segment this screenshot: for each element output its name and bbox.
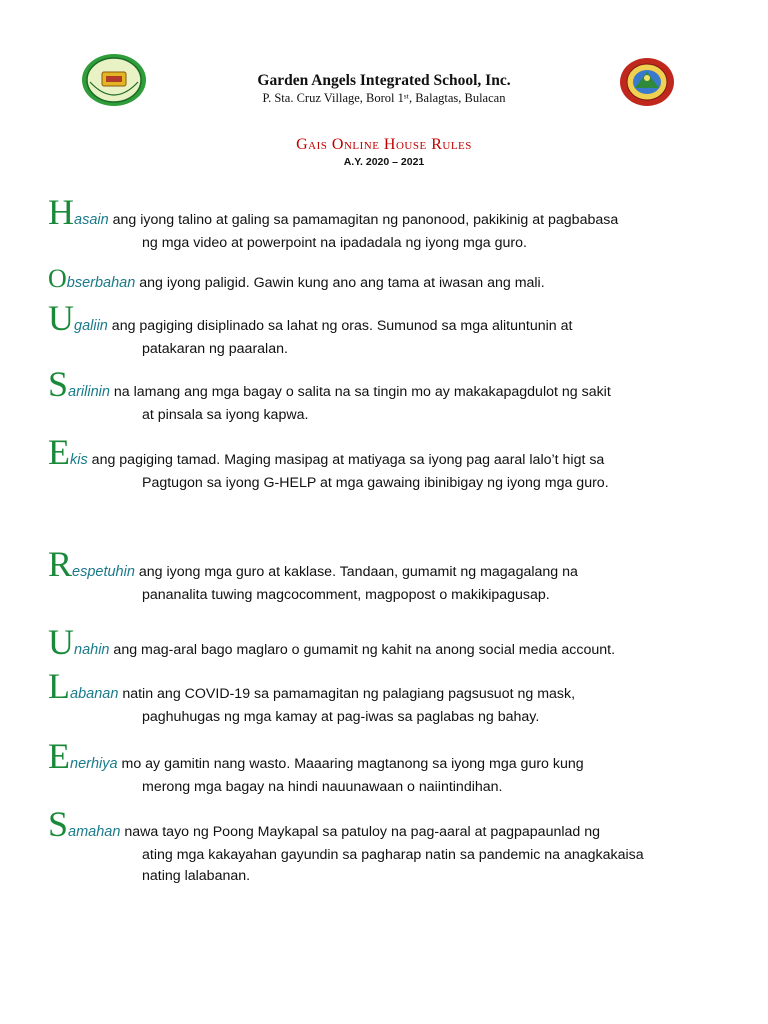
rule-continuation: paghuhugas ng mga kamay at pag-iwas sa paglabas ng bahay. <box>142 709 540 725</box>
rule-continuation: Pagtugon sa iyong G-HELP at mga gawaing ibinibigay ng iyong mga guro. <box>142 475 609 491</box>
rule-continuation: patakaran ng paaralan. <box>142 341 288 357</box>
rule-o <box>48 266 728 294</box>
rule-text: nawa tayo ng Poong Maykapal sa patuloy na pag-aaral at pagpapaunlad ng <box>120 824 601 840</box>
rule-text: natin ang COVID-19 sa pamamagitan ng palagiang pagsusuot ng mask, <box>118 686 576 702</box>
rule-s2 <box>48 806 728 887</box>
rule-continuation: merong mga bagay na hindi nauunawaan o naiintindihan. <box>142 779 503 795</box>
document-title: Gais Online House Rules <box>296 136 472 153</box>
school-address: P. Sta. Cruz Village, Borol 1ˢᵗ, Balagtas, Bulacan <box>262 91 506 105</box>
rule-continuation: ating mga kakayahan gayundin sa pagharap natin sa pandemic na anagkakaisa <box>142 847 644 863</box>
rule-u <box>48 300 728 360</box>
rule-text: na lamang ang mga bagay o salita na sa tingin mo ay makakapagdulot ng sakit <box>109 384 611 400</box>
rule-keyword: galiin <box>74 318 108 334</box>
rule-initial: S <box>48 364 69 404</box>
rule-e2 <box>48 738 728 798</box>
rule-keyword: espetuhin <box>72 564 135 580</box>
rule-continuation: nating lalabanan. <box>142 868 251 884</box>
rule-l <box>48 668 728 728</box>
rule-initial: E <box>48 432 70 472</box>
rule-text: ang pagiging disiplinado sa lahat ng oras. Sumunod sa mga alituntunin at <box>107 318 573 334</box>
rule-initial: R <box>48 544 73 584</box>
rule-initial: U <box>48 622 74 662</box>
rule-keyword: kis <box>70 452 88 468</box>
academic-year: A.Y. 2020 – 2021 <box>343 156 425 168</box>
rule-text: ang iyong paligid. Gawin kung ano ang tama at iwasan ang mali. <box>135 275 545 291</box>
rule-text: ang iyong mga guro at kaklase. Tandaan, gumamit ng magagalang na <box>134 564 578 580</box>
school-name: Garden Angels Integrated School, Inc. <box>257 72 511 89</box>
rule-keyword: arilinin <box>68 384 110 400</box>
rule-s <box>48 366 728 426</box>
rule-continuation: at pinsala sa iyong kapwa. <box>142 407 309 423</box>
rule-keyword: nahin <box>74 642 110 658</box>
rule-h <box>48 194 728 254</box>
rule-u2 <box>48 624 728 661</box>
rule-text: ang iyong talino at galing sa pamamagitan ng panonood, pakikinig at pagbabasa <box>108 212 619 228</box>
rule-initial: L <box>48 666 70 706</box>
rule-text: ang pagiging tamad. Maging masipag at matiyaga sa iyong pag aaral lalo’t higt sa <box>87 452 605 468</box>
rule-initial: H <box>48 192 74 232</box>
rule-keyword: bserbahan <box>66 275 136 291</box>
rule-text: ang mag-aral bago maglaro o gumamit ng kahit na anong social media account. <box>109 642 616 658</box>
rule-continuation: ng mga video at powerpoint na ipadadala ng iyong mga guro. <box>142 235 527 251</box>
rule-keyword: asain <box>74 212 109 228</box>
rule-initial: U <box>48 298 74 338</box>
rule-continuation: pananalita tuwing magcocomment, magpopost o makikipagusap. <box>142 587 550 603</box>
rule-initial: S <box>48 804 69 844</box>
rule-keyword: abanan <box>70 686 119 702</box>
rule-r <box>48 546 728 606</box>
rule-keyword: amahan <box>68 824 121 840</box>
rule-keyword: nerhiya <box>70 756 118 772</box>
rule-e <box>48 434 728 494</box>
rule-initial: O <box>48 264 67 293</box>
rule-text: mo ay gamitin nang wasto. Maaaring magtanong sa iyong mga guro kung <box>117 756 584 772</box>
rule-initial: E <box>48 736 70 776</box>
